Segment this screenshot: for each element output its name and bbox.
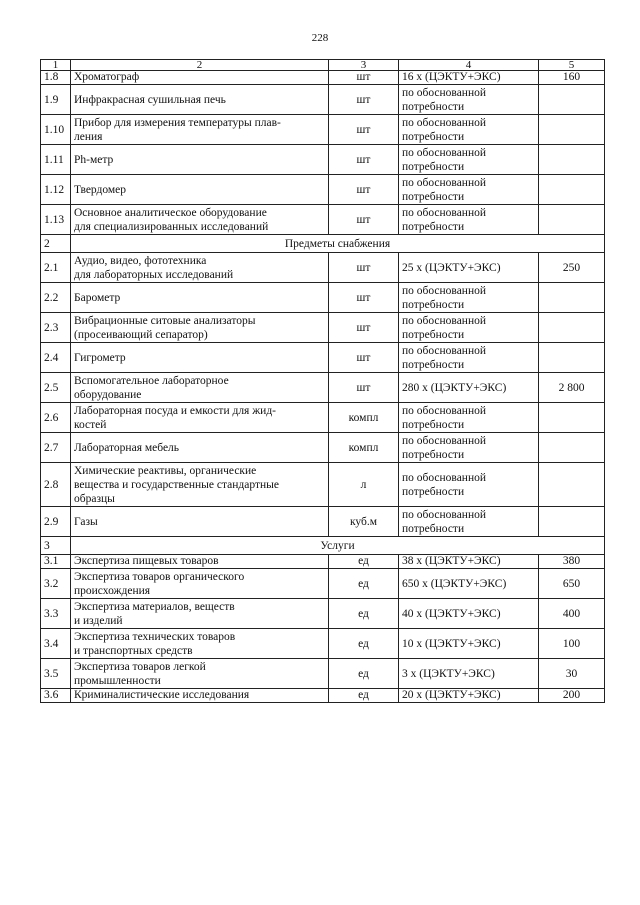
- norm-cell: [399, 115, 539, 145]
- unit-cell: [329, 403, 399, 433]
- unit-cell-text: компл: [348, 411, 379, 424]
- unit-cell: [329, 253, 399, 283]
- item-name-text: Экспертиза пищевых товаров: [74, 555, 219, 567]
- row-number: [41, 689, 71, 703]
- norm-cell-text: 280 х (ЦЭКТУ+ЭКС): [402, 381, 507, 394]
- unit-cell-text: ед: [358, 555, 369, 567]
- norm-cell-text: 10 х (ЦЭКТУ+ЭКС): [402, 637, 501, 650]
- norm-cell-text: 16 х (ЦЭКТУ+ЭКС): [402, 71, 501, 83]
- quantity-cell: [539, 599, 605, 629]
- row-number: [41, 205, 71, 235]
- unit-cell-text: шт: [356, 351, 371, 364]
- quantity-cell: [539, 253, 605, 283]
- unit-cell-text: ед: [358, 577, 369, 590]
- table-row: [41, 343, 605, 373]
- item-name: [71, 507, 329, 537]
- item-name: [71, 629, 329, 659]
- item-name-text: Ph-метр: [74, 153, 114, 166]
- data-table: [40, 59, 605, 703]
- norm-cell: [399, 403, 539, 433]
- quantity-cell-text: 200: [562, 689, 581, 701]
- row-number: [41, 145, 71, 175]
- quantity-cell: [539, 689, 605, 703]
- norm-cell: [399, 569, 539, 599]
- row-number: [41, 403, 71, 433]
- unit-cell: [329, 507, 399, 537]
- section-row: [41, 235, 605, 253]
- unit-cell-text: шт: [356, 123, 371, 136]
- item-name-text: Барометр: [74, 291, 121, 304]
- norm-cell-text: по обоснованной потребности: [402, 508, 487, 535]
- item-name: [71, 205, 329, 235]
- row-number-text: 1.11: [44, 153, 64, 166]
- norm-cell-text: по обоснованной потребности: [402, 146, 487, 173]
- header-cell: 3: [329, 60, 399, 71]
- item-name: [71, 85, 329, 115]
- norm-cell: [399, 599, 539, 629]
- quantity-cell: [539, 569, 605, 599]
- quantity-cell: [539, 373, 605, 403]
- row-number-text: 1.10: [44, 123, 65, 136]
- row-number-text: 2.7: [44, 441, 59, 454]
- item-name: [71, 689, 329, 703]
- unit-cell: [329, 175, 399, 205]
- norm-cell-text: 650 х (ЦЭКТУ+ЭКС): [402, 577, 507, 590]
- row-number-text: 1.9: [44, 93, 59, 106]
- row-number-text: 2.9: [44, 515, 59, 528]
- unit-cell: [329, 555, 399, 569]
- item-name-text: Экспертиза товаров легкой промышленности: [74, 660, 206, 687]
- item-name-text: Газы: [74, 515, 98, 528]
- norm-cell: [399, 283, 539, 313]
- row-number-text: 1.8: [44, 71, 59, 83]
- item-name-text: Инфракрасная сушильная печь: [74, 93, 226, 106]
- row-number-text: 3.3: [44, 607, 59, 620]
- unit-cell: [329, 373, 399, 403]
- item-name: [71, 283, 329, 313]
- row-number: [41, 463, 71, 507]
- unit-cell: [329, 343, 399, 373]
- norm-cell: [399, 659, 539, 689]
- quantity-cell-text: 2 800: [558, 381, 585, 394]
- norm-cell-text: по обоснованной потребности: [402, 434, 487, 461]
- item-name-text: Криминалистические исследования: [74, 689, 250, 701]
- quantity-cell: [539, 175, 605, 205]
- unit-cell-text: л: [360, 478, 367, 491]
- norm-cell-text: по обоснованной потребности: [402, 206, 487, 233]
- row-number: [41, 507, 71, 537]
- item-name: [71, 343, 329, 373]
- table-row: [41, 253, 605, 283]
- table-row: [41, 555, 605, 569]
- row-number: [41, 569, 71, 599]
- row-number: [41, 115, 71, 145]
- norm-cell-text: по обоснованной потребности: [402, 344, 487, 371]
- row-number: [41, 283, 71, 313]
- row-number: [41, 253, 71, 283]
- table-row: [41, 115, 605, 145]
- item-name: [71, 145, 329, 175]
- quantity-cell-text: 400: [562, 607, 581, 620]
- item-name-text: Гигрометр: [74, 351, 126, 364]
- quantity-cell-text: 250: [562, 261, 581, 274]
- unit-cell-text: шт: [356, 291, 371, 304]
- table-header-row: [41, 60, 605, 71]
- row-number-text: 2.6: [44, 411, 59, 424]
- item-name-text: Основное аналитическое оборудование для специализированных исследований: [74, 206, 269, 233]
- row-number: [41, 629, 71, 659]
- item-name-text: Химические реактивы, органические вещества и государственные стандартные образцы: [74, 464, 279, 505]
- section-number: 2: [41, 235, 71, 253]
- unit-cell: [329, 145, 399, 175]
- unit-cell: [329, 569, 399, 599]
- row-number: [41, 555, 71, 569]
- section-number: 3: [41, 537, 71, 555]
- norm-cell-text: по обоснованной потребности: [402, 116, 487, 143]
- norm-cell: [399, 85, 539, 115]
- quantity-cell: [539, 85, 605, 115]
- quantity-cell: [539, 555, 605, 569]
- item-name-text: Аудио, видео, фототехника для лабораторных исследований: [74, 254, 234, 281]
- norm-cell-text: по обоснованной потребности: [402, 314, 487, 341]
- row-number: [41, 373, 71, 403]
- unit-cell-text: шт: [356, 93, 371, 106]
- norm-cell: [399, 205, 539, 235]
- table-row: [41, 313, 605, 343]
- row-number-text: 3.2: [44, 577, 59, 590]
- norm-cell: [399, 343, 539, 373]
- table-row: [41, 403, 605, 433]
- norm-cell-text: по обоснованной потребности: [402, 471, 487, 498]
- item-name: [71, 555, 329, 569]
- norm-cell-text: 38 х (ЦЭКТУ+ЭКС): [402, 555, 501, 567]
- norm-cell: [399, 689, 539, 703]
- item-name-text: Прибор для измерения температуры плав- ления: [74, 116, 281, 143]
- norm-cell: [399, 145, 539, 175]
- unit-cell: [329, 313, 399, 343]
- item-name: [71, 463, 329, 507]
- row-number-text: 2.3: [44, 321, 59, 334]
- section-row: [41, 537, 605, 555]
- row-number: [41, 71, 71, 85]
- row-number-text: 3.4: [44, 637, 59, 650]
- row-number: [41, 599, 71, 629]
- table-row: [41, 71, 605, 85]
- norm-cell-text: по обоснованной потребности: [402, 86, 487, 113]
- unit-cell-text: ед: [358, 689, 369, 701]
- norm-cell: [399, 313, 539, 343]
- norm-cell-text: 40 х (ЦЭКТУ+ЭКС): [402, 607, 501, 620]
- unit-cell-text: шт: [356, 321, 371, 334]
- page-number: 228: [311, 32, 329, 44]
- unit-cell: [329, 689, 399, 703]
- item-name-text: Лабораторная посуда и емкости для жид- костей: [74, 404, 277, 431]
- header-cell: 5: [539, 60, 605, 71]
- norm-cell: [399, 175, 539, 205]
- quantity-cell-text: 650: [562, 577, 581, 590]
- item-name: [71, 599, 329, 629]
- norm-cell: [399, 253, 539, 283]
- item-name: [71, 253, 329, 283]
- unit-cell-text: шт: [356, 381, 371, 394]
- unit-cell: [329, 115, 399, 145]
- table-row: [41, 433, 605, 463]
- section-title: Предметы снабжения: [71, 235, 605, 253]
- table-row: [41, 373, 605, 403]
- norm-cell-text: 25 х (ЦЭКТУ+ЭКС): [402, 261, 501, 274]
- norm-cell: [399, 463, 539, 507]
- quantity-cell: [539, 507, 605, 537]
- unit-cell-text: шт: [356, 213, 371, 226]
- row-number: [41, 85, 71, 115]
- table-row: [41, 283, 605, 313]
- table-row: [41, 569, 605, 599]
- norm-cell: [399, 629, 539, 659]
- quantity-cell-text: 100: [562, 637, 581, 650]
- norm-cell: [399, 373, 539, 403]
- item-name-text: Экспертиза технических товаров и транспортных средств: [74, 630, 236, 657]
- table-row: [41, 205, 605, 235]
- quantity-cell: [539, 313, 605, 343]
- row-number-text: 2.4: [44, 351, 59, 364]
- row-number-text: 1.12: [44, 183, 65, 196]
- item-name-text: Твердомер: [74, 183, 127, 196]
- item-name: [71, 313, 329, 343]
- norm-cell-text: 3 х (ЦЭКТУ+ЭКС): [402, 667, 495, 680]
- quantity-cell: [539, 463, 605, 507]
- quantity-cell: [539, 115, 605, 145]
- item-name-text: Вспомогательное лабораторное оборудование: [74, 374, 229, 401]
- norm-cell: [399, 433, 539, 463]
- quantity-cell: [539, 403, 605, 433]
- table-row: [41, 463, 605, 507]
- unit-cell-text: компл: [348, 441, 379, 454]
- row-number: [41, 433, 71, 463]
- quantity-cell: [539, 283, 605, 313]
- row-number-text: 2.2: [44, 291, 59, 304]
- quantity-cell: [539, 629, 605, 659]
- unit-cell: [329, 599, 399, 629]
- table-row: [41, 175, 605, 205]
- unit-cell-text: ед: [358, 607, 369, 620]
- unit-cell-text: шт: [356, 153, 371, 166]
- unit-cell: [329, 433, 399, 463]
- unit-cell-text: ед: [358, 667, 369, 680]
- quantity-cell-text: 30: [565, 667, 578, 680]
- row-number-text: 3.6: [44, 689, 59, 701]
- unit-cell-text: шт: [356, 183, 371, 196]
- item-name: [71, 175, 329, 205]
- norm-cell: [399, 555, 539, 569]
- table-row: [41, 145, 605, 175]
- norm-cell: [399, 71, 539, 85]
- table-row: [41, 629, 605, 659]
- norm-cell-text: по обоснованной потребности: [402, 176, 487, 203]
- item-name: [71, 373, 329, 403]
- row-number-text: 2.1: [44, 261, 59, 274]
- table-row: [41, 85, 605, 115]
- quantity-cell: [539, 433, 605, 463]
- quantity-cell: [539, 71, 605, 85]
- row-number-text: 3.1: [44, 555, 59, 567]
- unit-cell: [329, 659, 399, 689]
- quantity-cell-text: 160: [562, 71, 581, 83]
- unit-cell-text: ед: [358, 637, 369, 650]
- unit-cell: [329, 283, 399, 313]
- header-cell: 1: [41, 60, 71, 71]
- item-name-text: Экспертиза товаров органического происхождения: [74, 570, 245, 597]
- header-cell: 4: [399, 60, 539, 71]
- row-number: [41, 313, 71, 343]
- row-number-text: 3.5: [44, 667, 59, 680]
- norm-cell: [399, 507, 539, 537]
- item-name-text: Вибрационные ситовые анализаторы (просеивающий сепаратор): [74, 314, 256, 341]
- item-name: [71, 403, 329, 433]
- unit-cell-text: куб.м: [349, 515, 378, 528]
- unit-cell: [329, 629, 399, 659]
- table-row: [41, 689, 605, 703]
- table-row: [41, 659, 605, 689]
- norm-cell-text: 20 х (ЦЭКТУ+ЭКС): [402, 689, 501, 701]
- quantity-cell: [539, 343, 605, 373]
- header-cell: 2: [71, 60, 329, 71]
- item-name: [71, 569, 329, 599]
- row-number: [41, 175, 71, 205]
- item-name: [71, 659, 329, 689]
- table-row: [41, 599, 605, 629]
- quantity-cell: [539, 145, 605, 175]
- unit-cell-text: шт: [356, 71, 371, 83]
- row-number-text: 2.8: [44, 478, 59, 491]
- norm-cell-text: по обоснованной потребности: [402, 404, 487, 431]
- unit-cell: [329, 85, 399, 115]
- row-number: [41, 659, 71, 689]
- row-number-text: 2.5: [44, 381, 59, 394]
- item-name: [71, 71, 329, 85]
- item-name-text: Хроматограф: [74, 71, 140, 83]
- unit-cell: [329, 71, 399, 85]
- quantity-cell-text: 380: [562, 555, 581, 567]
- row-number: [41, 343, 71, 373]
- unit-cell: [329, 205, 399, 235]
- unit-cell-text: шт: [356, 261, 371, 274]
- table-row: [41, 507, 605, 537]
- item-name-text: Экспертиза материалов, веществ и изделий: [74, 600, 235, 627]
- section-title: Услуги: [71, 537, 605, 555]
- table-body: [41, 60, 605, 703]
- item-name-text: Лабораторная мебель: [74, 441, 180, 454]
- unit-cell: [329, 463, 399, 507]
- quantity-cell: [539, 205, 605, 235]
- row-number-text: 1.13: [44, 213, 65, 226]
- quantity-cell: [539, 659, 605, 689]
- item-name: [71, 433, 329, 463]
- norm-cell-text: по обоснованной потребности: [402, 284, 487, 311]
- item-name: [71, 115, 329, 145]
